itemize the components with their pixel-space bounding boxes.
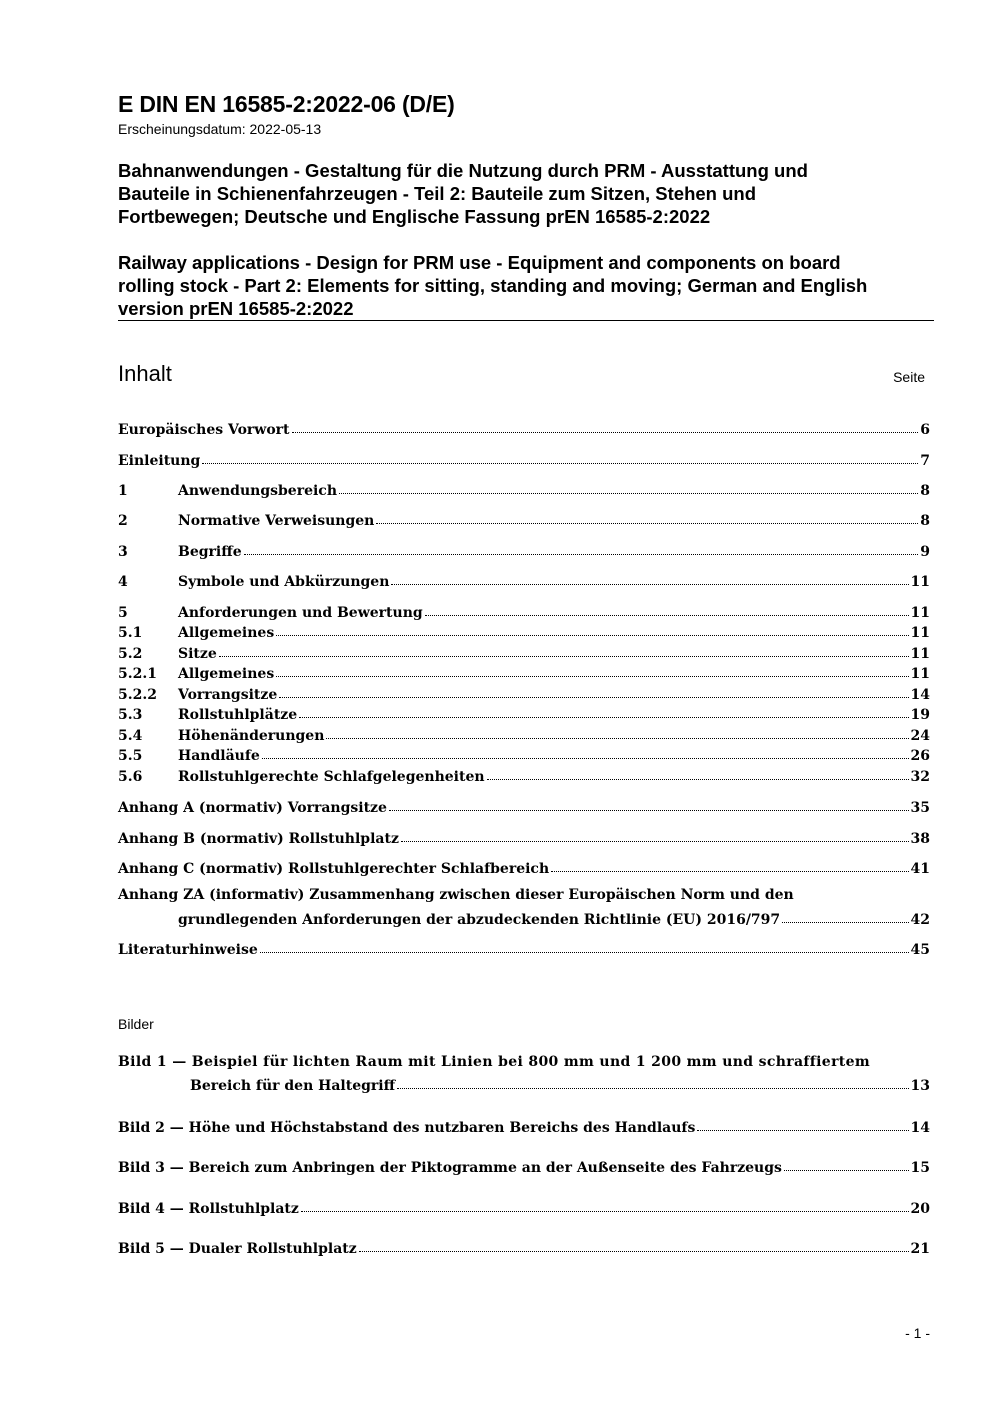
figure-entry-text: Bild 4 — Rollstuhlplatz — [118, 1201, 299, 1217]
title-english-line: Railway applications - Design for PRM use - Equipment and components on board — [118, 252, 841, 273]
dot-leader — [339, 493, 918, 494]
toc-entry-text: Anhang ZA (informativ) Zusammenhang zwischen dieser Europäischen Norm und den — [118, 887, 794, 903]
toc-entry-4[interactable] — [118, 570, 930, 590]
toc-entry-text: Literaturhinweise — [118, 942, 258, 958]
dot-leader — [391, 584, 908, 585]
dot-leader — [219, 656, 909, 657]
toc-entry-page: 26 — [910, 748, 930, 764]
toc-entry-number: 1 — [118, 483, 128, 499]
toc-entry-page: 6 — [920, 422, 930, 438]
title-english — [118, 251, 933, 320]
toc-entry-page: 11 — [910, 605, 930, 621]
toc-entry-2[interactable] — [118, 509, 930, 529]
toc-entry-annex-a[interactable] — [118, 796, 930, 816]
toc-entry-number: 4 — [118, 574, 128, 590]
toc-entry-1[interactable] — [118, 479, 930, 499]
toc-entry-text: Vorrangsitze — [178, 687, 278, 703]
title-english-line: rolling stock - Part 2: Elements for sitting, standing and moving; German and English — [118, 275, 868, 296]
dot-leader — [244, 554, 919, 555]
figure-entry-1[interactable] — [118, 1054, 870, 1070]
toc-entry-page: 42 — [910, 912, 930, 928]
toc-entry-annex-b[interactable] — [118, 827, 930, 847]
toc-entry-page: 11 — [910, 574, 930, 590]
figure-entry-2[interactable] — [118, 1116, 930, 1136]
toc-entry-bibliography[interactable] — [118, 938, 930, 958]
dot-leader — [782, 922, 908, 923]
toc-entry-annex-za-cont[interactable] — [178, 908, 930, 928]
toc-entry-foreword[interactable] — [118, 418, 930, 438]
toc-entry-number: 5.5 — [118, 748, 143, 764]
dot-leader — [260, 952, 909, 953]
dot-leader — [276, 676, 908, 677]
toc-entry-text: Anhang C (normativ) Rollstuhlgerechter Schlafbereich — [118, 861, 550, 877]
page-number: - 1 - — [905, 1325, 930, 1341]
figure-entry-text: Bild 2 — Höhe und Höchstabstand des nutzbaren Bereichs des Handlaufs — [118, 1120, 696, 1136]
toc-entry-number: 3 — [118, 544, 128, 560]
toc-entry-number: 5.2.1 — [118, 666, 157, 682]
header-divider — [118, 320, 934, 321]
toc-entry-text: Allgemeines — [178, 625, 275, 641]
dot-leader — [276, 635, 908, 636]
figure-entry-page: 21 — [910, 1241, 930, 1257]
toc-entry-text: Einleitung — [118, 453, 201, 469]
dot-leader — [389, 810, 909, 811]
dot-leader — [292, 432, 919, 433]
toc-entry-page: 41 — [910, 861, 930, 877]
figure-entry-5[interactable] — [118, 1237, 930, 1257]
toc-entry-page: 14 — [910, 687, 930, 703]
toc-entry-text: Rollstuhlplätze — [178, 707, 298, 723]
toc-entry-5-5[interactable] — [118, 744, 930, 764]
dot-leader — [487, 779, 909, 780]
figure-entry-text: Bild 5 — Dualer Rollstuhlplatz — [118, 1241, 357, 1257]
toc-entry-5-6[interactable] — [118, 765, 930, 785]
toc-heading: Inhalt — [118, 361, 172, 386]
toc-entry-5-4[interactable] — [118, 724, 930, 744]
toc-entry-annex-c[interactable] — [118, 857, 930, 877]
toc-entry-5-2-1[interactable] — [118, 662, 930, 682]
toc-entry-text: grundlegenden Anforderungen der abzudeckenden Richtlinie (EU) 2016/797 — [178, 912, 781, 928]
toc-entry-text: Sitze — [178, 646, 217, 662]
dot-leader — [784, 1170, 909, 1171]
toc-entry-5-1[interactable] — [118, 621, 930, 641]
figure-entry-text: Bild 3 — Bereich zum Anbringen der Piktogramme an der Außenseite des Fahrzeugs — [118, 1160, 782, 1176]
toc-entry-text: Symbole und Abkürzungen — [178, 574, 390, 590]
dot-leader — [202, 463, 918, 464]
toc-entry-page: 19 — [910, 707, 930, 723]
toc-entry-5-2-2[interactable] — [118, 683, 930, 703]
dot-leader — [262, 758, 909, 759]
toc-entry-number: 5.4 — [118, 728, 143, 744]
title-german-line: Bahnanwendungen - Gestaltung für die Nutzung durch PRM - Ausstattung und — [118, 160, 808, 181]
dot-leader — [299, 717, 908, 718]
toc-entry-number: 5.2.2 — [118, 687, 157, 703]
title-german-line: Fortbewegen; Deutsche und Englische Fassung prEN 16585-2:2022 — [118, 206, 711, 227]
dot-leader — [397, 1088, 908, 1089]
toc-entry-text: Anhang B (normativ) Rollstuhlplatz — [118, 831, 399, 847]
figure-entry-3[interactable] — [118, 1156, 930, 1176]
toc-entry-page: 8 — [920, 513, 930, 529]
toc-entry-page: 11 — [910, 646, 930, 662]
toc-entry-page: 11 — [910, 625, 930, 641]
toc-entry-number: 5.6 — [118, 769, 143, 785]
figure-entry-1-cont[interactable] — [190, 1074, 930, 1094]
toc-entry-number: 5 — [118, 605, 128, 621]
toc-entry-page: 11 — [910, 666, 930, 682]
toc-entry-text: Anforderungen und Bewertung — [178, 605, 423, 621]
toc-entry-3[interactable] — [118, 540, 930, 560]
toc-entry-page: 7 — [920, 453, 930, 469]
figure-entry-4[interactable] — [118, 1197, 930, 1217]
toc-entry-annex-za[interactable] — [118, 887, 794, 903]
dot-leader — [279, 697, 908, 698]
dot-leader — [697, 1130, 908, 1131]
title-german — [118, 159, 933, 228]
document-id: E DIN EN 16585-2:2022-06 (D/E) — [118, 91, 455, 117]
toc-entry-text: Allgemeines — [178, 666, 275, 682]
figure-entry-page: 15 — [910, 1160, 930, 1176]
toc-entry-text: Höhenänderungen — [178, 728, 325, 744]
toc-entry-page: 38 — [910, 831, 930, 847]
dot-leader — [326, 738, 908, 739]
figure-entry-page: 20 — [910, 1201, 930, 1217]
toc-entry-text: Anhang A (normativ) Vorrangsitze — [118, 800, 387, 816]
figure-entry-page: 14 — [910, 1120, 930, 1136]
toc-entry-text: Europäisches Vorwort — [118, 422, 290, 438]
toc-entry-number: 5.3 — [118, 707, 143, 723]
figure-entry-page: 13 — [910, 1078, 930, 1094]
figures-heading: Bilder — [118, 1016, 154, 1032]
toc-entry-page: 35 — [910, 800, 930, 816]
toc-entry-text: Rollstuhlgerechte Schlafgelegenheiten — [178, 769, 485, 785]
dot-leader — [376, 523, 918, 524]
toc-entry-5-3[interactable] — [118, 703, 930, 723]
figure-entry-text: Bild 1 — Beispiel für lichten Raum mit Linien bei 800 mm und 1 200 mm und schraffiertem — [118, 1054, 871, 1070]
dot-leader — [359, 1251, 909, 1252]
figure-entry-text: Bereich für den Haltegriff — [190, 1078, 396, 1094]
dot-leader — [301, 1211, 909, 1212]
dot-leader — [551, 871, 908, 872]
toc-entry-text: Anwendungsbereich — [178, 483, 337, 499]
toc-entry-5-2[interactable] — [118, 642, 930, 662]
toc-entry-text: Begriffe — [178, 544, 242, 560]
toc-entry-introduction[interactable] — [118, 449, 930, 469]
publication-date: Erscheinungsdatum: 2022-05-13 — [118, 121, 322, 137]
toc-entry-page: 24 — [910, 728, 930, 744]
dot-leader — [401, 841, 909, 842]
toc-entry-text: Normative Verweisungen — [178, 513, 375, 529]
toc-entry-page: 9 — [920, 544, 930, 560]
title-english-line: version prEN 16585-2:2022 — [118, 298, 354, 319]
toc-entry-number: 5.2 — [118, 646, 143, 662]
toc-entry-text: Handläufe — [178, 748, 260, 764]
toc-entry-page: 8 — [920, 483, 930, 499]
toc-entry-number: 2 — [118, 513, 128, 529]
page-column-label: Seite — [893, 369, 925, 385]
toc-entry-page: 32 — [910, 769, 930, 785]
toc-entry-number: 5.1 — [118, 625, 143, 641]
dot-leader — [425, 615, 909, 616]
toc-entry-5[interactable] — [118, 601, 930, 621]
toc-entry-page: 45 — [910, 942, 930, 958]
title-german-line: Bauteile in Schienenfahrzeugen - Teil 2: Bauteile zum Sitzen, Stehen und — [118, 183, 757, 204]
